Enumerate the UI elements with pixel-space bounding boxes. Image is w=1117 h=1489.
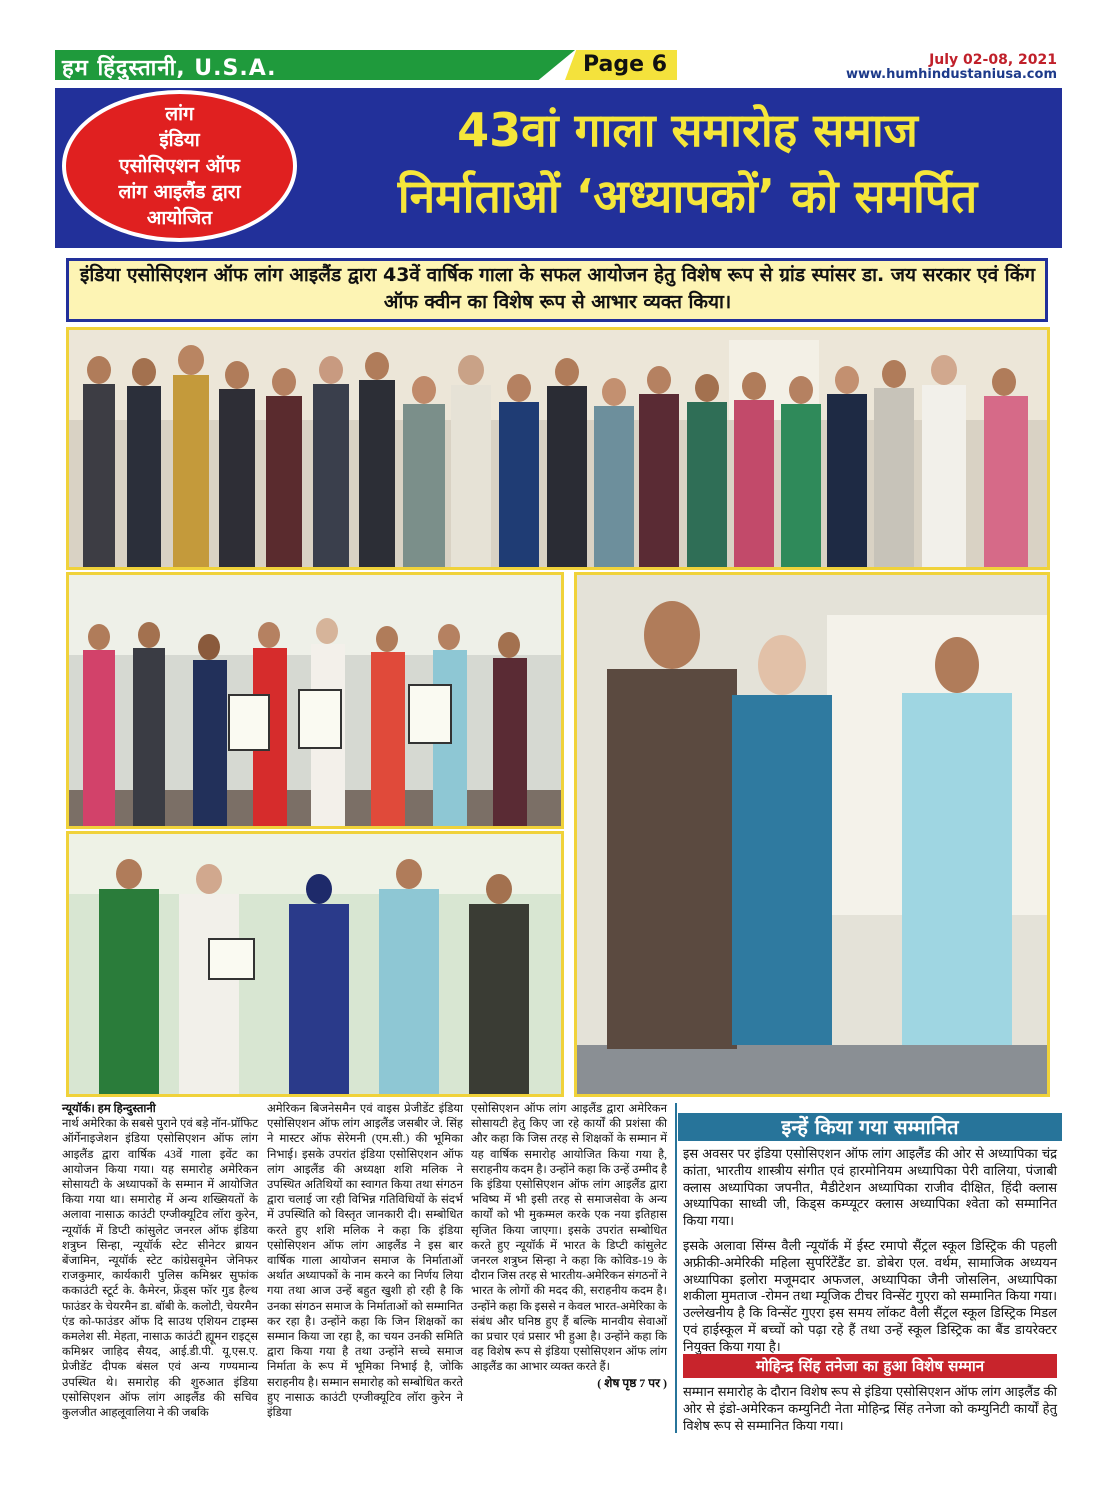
award-photo-1	[66, 572, 564, 829]
article-text-2: अमेरिकन बिजनेसमैन एवं वाइस प्रेजीडेंट इंडिया एसोसिएशन ऑफ लांग आइलैंड जसबीर जे. सिंह ने मास्टर ऑफ सेरेमनी (एम.सी.) की भूमिका निभाई। इसके उपरांत इंडिया एसोसिएशन ऑफ लांग आइलैंड की अध्यक्षा शशि मलिक ने उपस्थित अतिथियों का स्वागत किया तथा संगठन द्वारा चलाई जा रही विभिन्न गतिविधियों के संदर्भ में उपस्थिति को विस्तृत जानकारी दी। सम्बोधित करते हुए शशि मलिक ने कहा कि इंडिया एसोसिएशन ऑफ लांग आइलैंड ने इस बार वार्षिक गाला आयोजन समाज के निर्माताओं अर्थात अध्यापकों के नाम करने का निर्णय लिया गया तथा आज उन्हें बहुत खुशी हो रही है कि उनका संगठन समाज के निर्माताओं को सम्मानित कर रहा है। उन्होंने कहा कि जिन शिक्षकों का सम्मान किया जा रहा है, का चयन उनकी समिति द्वारा किया गया है तथा उन्होंने सच्चे समाज निर्माता के रूप में भूमिका निभाई है, जोकि सराहनीय है। सम्मान समारोह को सम्बोधित करते हुए नासाऊ काउंटी एग्जीक्यूटिव लॉरा कुरेन ने इंडिया	[267, 1103, 463, 1420]
award-photo-2	[66, 831, 564, 1097]
issue-date: July 02-08, 2021	[929, 52, 1057, 68]
page-number: Page 6	[582, 52, 667, 77]
article-dateline: न्यूयॉर्क। हम हिन्दुस्तानी	[62, 1103, 156, 1115]
group-photo	[66, 327, 1050, 570]
article-column-2	[267, 1102, 463, 1421]
special-honor-heading: मोहिन्द्र सिंह तनेजा का हुआ विशेष सम्मान	[683, 1354, 1057, 1378]
article-column-1	[62, 1102, 258, 1421]
speaker-photo	[574, 572, 1050, 1097]
masthead-title: हम हिंदुस्तानी, U.S.A.	[62, 56, 277, 81]
subheadline: इंडिया एसोसिएशन ऑफ लांग आइलैंड द्वारा 43वें वार्षिक गाला के सफल आयोजन हेतु विशेष रूप से ग्रांड स्पांसर डा. जय सरकार एवं किंग ऑफ क्वीन का विशेष रूप से आभार व्यक्त किया।	[80, 264, 1036, 313]
article-text-1: नार्थ अमेरिका के सबसे पुराने एवं बड़े नॉन-प्रॉफिट ऑर्गेनाइजेशन इंडिया एसोसिएशन ऑफ लांग आइलैंड द्वारा वार्षिक 43वें गाला इवेंट का आयोजन किया गया। यह समारोह अमेरिकन सोसायटी के अध्यापकों के सम्मान में आयोजित किया गया था। समारोह में अन्य शख्सियतों के अलावा नासाऊ काउंटी एग्जीक्यूटिव लॉरा कुरेन, न्यूयॉर्क में डिप्टी कांसुलेट जनरल ऑफ इंडिया शत्रुघ्न सिन्हा, न्यूयॉर्क स्टेट सीनेटर ब्रायन बेंजामिन, न्यूयॉर्क स्टेट कांग्रेसवूमेन जेनिफर राजकुमार, कार्यकारी पुलिस कमिश्नर सुफांक ककाउंटी स्टूर्ट के. कैमेरन, फ्रेंड्स फॉर गुड हैल्थ फाउंडर के चेयरमैन डा. बॉबी के. कलोटी, चेयरमैन एंड को-फाउंडर ऑफ दि साउथ एशियन टाइम्स कमलेश सी. मेहता, नासाऊ काउंटी ह्यूमन राइट्स कमिश्नर जाहिद सैयद, आई.डी.पी. यू.एस.ए. प्रेजीडेंट दीपक बंसल एवं अन्य गण्यमान्य उपस्थित थे। समारोह की शुरुआत इंडिया एसोसिएशन ऑफ लांग आइलैंड की सचिव कुलजीत आहलूवालिया ने की जबकि	[62, 1118, 258, 1420]
continued-note: ( शेष पृष्ठ 7 पर )	[597, 1375, 667, 1390]
organizer-badge	[62, 90, 297, 242]
special-honor-para: सम्मान समारोह के दौरान विशेष रूप से इंडिया एसोसिएशन ऑफ लांग आइलैंड की ओर से इंडो-अमेरिकन कम्युनिटी नेता मोहिन्द्र सिंह तनेजा को कम्युनिटी कार्यों हेतु विशेष रूप से सम्मानित किया गया।	[683, 1384, 1057, 1433]
article-text-3: एसोसिएशन ऑफ लांग आइलैंड द्वारा अमेरिकन सोसायटी हेतु किए जा रहे कार्यों की प्रशंसा की और कहा कि जिस तरह से शिक्षकों के सम्मान में यह वार्षिक समारोह आयोजित किया गया है, सराहनीय कदम है। उन्होंने कहा कि उन्हें उम्मीद है कि इंडिया एसोसिएशन ऑफ लांग आइलैंड द्वारा भविष्य में भी इसी तरह से समाजसेवा के अन्य कार्यों को भी मुकम्मल करके एक नया इतिहास सृजित किया जाएगा। इसके उपरांत सम्बोधित करते हुए न्यूयॉर्क में भारत के डिप्टी कांसुलेट जनरल शत्रुघ्न सिन्हा ने कहा कि कोविड-19 के दौरान जिस तरह से भारतीय-अमेरिकन संगठनों ने भारत के लोगों की मदद की, सराहनीय कदम है। उन्होंने कहा कि इससे न केवल भारत-अमेरिका के संबंध और घनिष्ठ हुए हैं बल्कि मानवीय सेवाओं का प्रचार एवं प्रसार भी हुआ है। उन्होंने कहा कि वह विशेष रूप से इंडिया एसोसिएशन ऑफ लांग आइलैंड का आभार व्यक्त करते हैं।	[471, 1103, 667, 1374]
website-link[interactable]: www.humhindustaniusa.com	[845, 67, 1057, 82]
honorees-para-2: इसके अलावा सिंग्स वैली न्यूयॉर्क में ईस्ट रमापो सैंट्रल स्कूल डिस्ट्रिक की पहली अफ्रीकी-अमेरिकी महिला सुपरिंटेंडैंट डा. डोबेरा एल. वर्थम, सामाजिक अध्ययन अध्यापिका इलोरा मजूमदार अफजल, अध्यापिका जैनी जोसलिन, अध्यापिका शकीला मुमताज -रोमन तथा म्यूजिक टीचर विन्सेंट गुएरा को सम्मानित किया गया। उल्लेखनीय है कि विन्सेंट गुएरा इस समय लॉकट वैली सैंट्रल स्कूल डिस्ट्रिक मिडल एवं हाईस्कूल में बच्चों को पढ़ा रहे हैं तथा उन्हें स्कूल डिस्ट्रिक का बैंड डायरेक्टर नियुक्त किया गया है।	[683, 1238, 1057, 1354]
sidebar-rule	[675, 1103, 677, 1433]
article-column-3	[471, 1102, 667, 1391]
honorees-heading: इन्हें किया गया सम्मानित	[678, 1113, 1062, 1141]
honorees-para-1: इस अवसर पर इंडिया एसोसिएशन ऑफ लांग आइलैंड की ओर से अध्यापिका चंद्र कांता, भारतीय शास्त्रीय संगीत एवं हारमोनियम अध्यापिका पेरी वालिया, पंजाबी क्लास अध्यापिका जपनीत, मैडीटेशन अध्यापिका राजीव दीक्षित, हिंदी क्लास अध्यापिका साध्वी जी, किड्स कम्प्यूटर क्लास अध्यापिका श्वेता को सम्मानित किया गया।	[683, 1146, 1057, 1229]
organizer-badge-text: लांग इंडिया एसोसिएशन ऑफ लांग आइलैंड द्वारा आयोजित	[118, 103, 241, 229]
headline-line-2: निर्माताओं ‘अध्यापकों’ को समर्पित	[397, 169, 978, 223]
headline-line-1: 43वां गाला समारोह समाज	[457, 103, 918, 157]
